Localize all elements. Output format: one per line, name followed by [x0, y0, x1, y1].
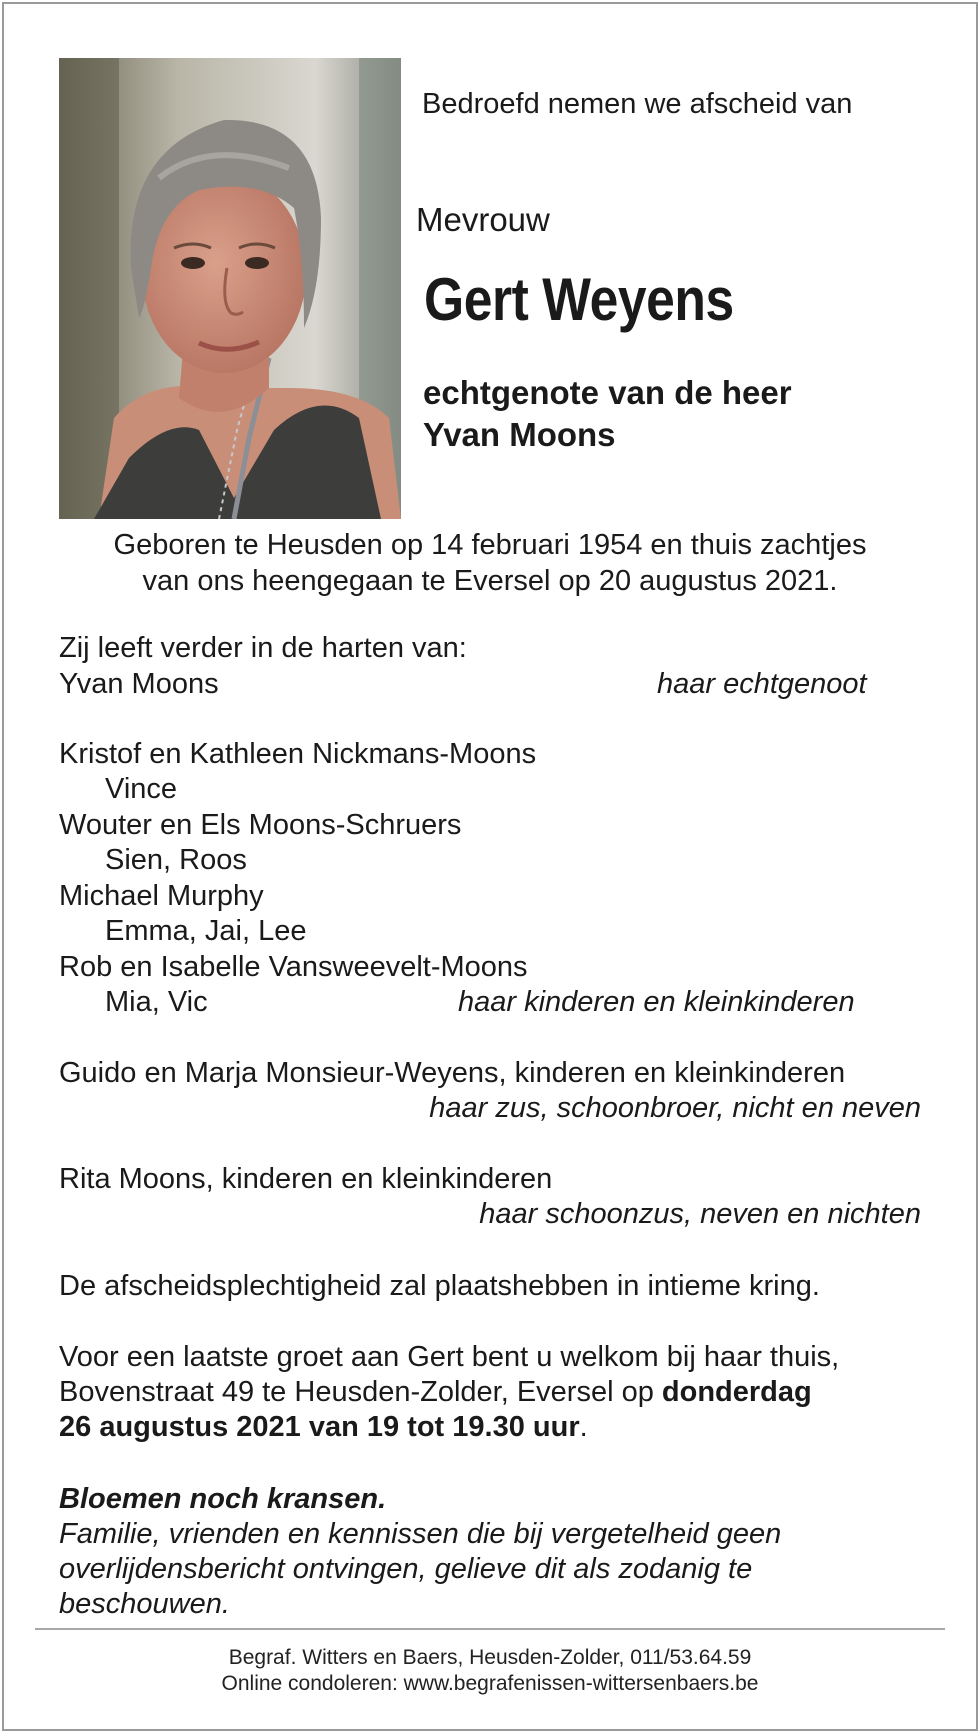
family-parents-3: Michael Murphy [59, 880, 264, 912]
flowers-block [59, 1482, 781, 1622]
footer-divider [35, 1628, 945, 1630]
family-children-1: Vince [105, 773, 178, 805]
spouse-line-1: echtgenote van de heer [423, 374, 792, 411]
family-children-2: Sien, Roos [105, 844, 247, 876]
birth-death-text [0, 527, 980, 599]
children-role: haar kinderen en kleinkinderen [458, 986, 855, 1018]
inlaw-role: haar schoonzus, neven en nichten [479, 1198, 921, 1230]
visit-info [59, 1340, 839, 1445]
flowers-line-1: Familie, vrienden en kennissen die bij vergetelheid geen [59, 1518, 782, 1550]
portrait-photo [59, 58, 401, 519]
family-children-3: Emma, Jai, Lee [105, 915, 307, 947]
farewell-text: De afscheidsplechtigheid zal plaatshebben in intieme kring. [59, 1270, 820, 1302]
family-children-4: Mia, Vic [105, 986, 208, 1018]
visit-line-2 [59, 1375, 839, 1410]
deceased-name: Gert Weyens [424, 266, 734, 333]
visit-day: donderdag [661, 1376, 812, 1408]
title-honorific: Mevrouw [416, 201, 550, 238]
flowers-heading: Bloemen noch kransen. [59, 1483, 387, 1515]
born-line-1: Geboren te Heusden op 14 februari 1954 en thuis zachtjes [113, 529, 867, 561]
visit-line-1: Voor een laatste groet aan Gert bent u welkom bij haar thuis, [59, 1341, 840, 1373]
born-line-2: van ons heengegaan te Eversel op 20 augustus 2021. [142, 565, 838, 597]
mourners-heading: Zij leeft verder in de harten van: [59, 632, 467, 664]
family-parents-2: Wouter en Els Moons-Schruers [59, 809, 462, 841]
inlaw-family: Rita Moons, kinderen en kleinkinderen [59, 1163, 553, 1195]
family-parents-1: Kristof en Kathleen Nickmans-Moons [59, 738, 537, 770]
visit-datetime: 26 augustus 2021 van 19 tot 19.30 uur [59, 1411, 580, 1443]
funeral-home-info: Begraf. Witters en Baers, Heusden-Zolder, 011/53.64.59 [228, 1646, 752, 1669]
husband-name: Yvan Moons [59, 668, 219, 700]
visit-line-3 [59, 1410, 839, 1445]
visit-period: . [579, 1411, 588, 1443]
spouse-line-2: Yvan Moons [423, 416, 616, 453]
flowers-line-2: overlijdensbericht ontvingen, gelieve dit als zodanig te [59, 1553, 753, 1585]
intro-text: Bedroefd nemen we afscheid van [422, 88, 853, 120]
visit-address: Bovenstraat 49 te Heusden-Zolder, Eversel op [59, 1376, 662, 1408]
footer [0, 1645, 980, 1697]
condolence-link[interactable]: Online condoleren: www.begrafenissen-wittersenbaers.be [221, 1672, 759, 1695]
family-parents-4: Rob en Isabelle Vansweevelt-Moons [59, 951, 528, 983]
husband-role: haar echtgenoot [657, 668, 867, 700]
sister-role: haar zus, schoonbroer, nicht en neven [429, 1092, 921, 1124]
sister-family: Guido en Marja Monsieur-Weyens, kinderen en kleinkinderen [59, 1057, 846, 1089]
flowers-line-3: beschouwen. [59, 1588, 230, 1620]
spouse-block [423, 372, 792, 456]
